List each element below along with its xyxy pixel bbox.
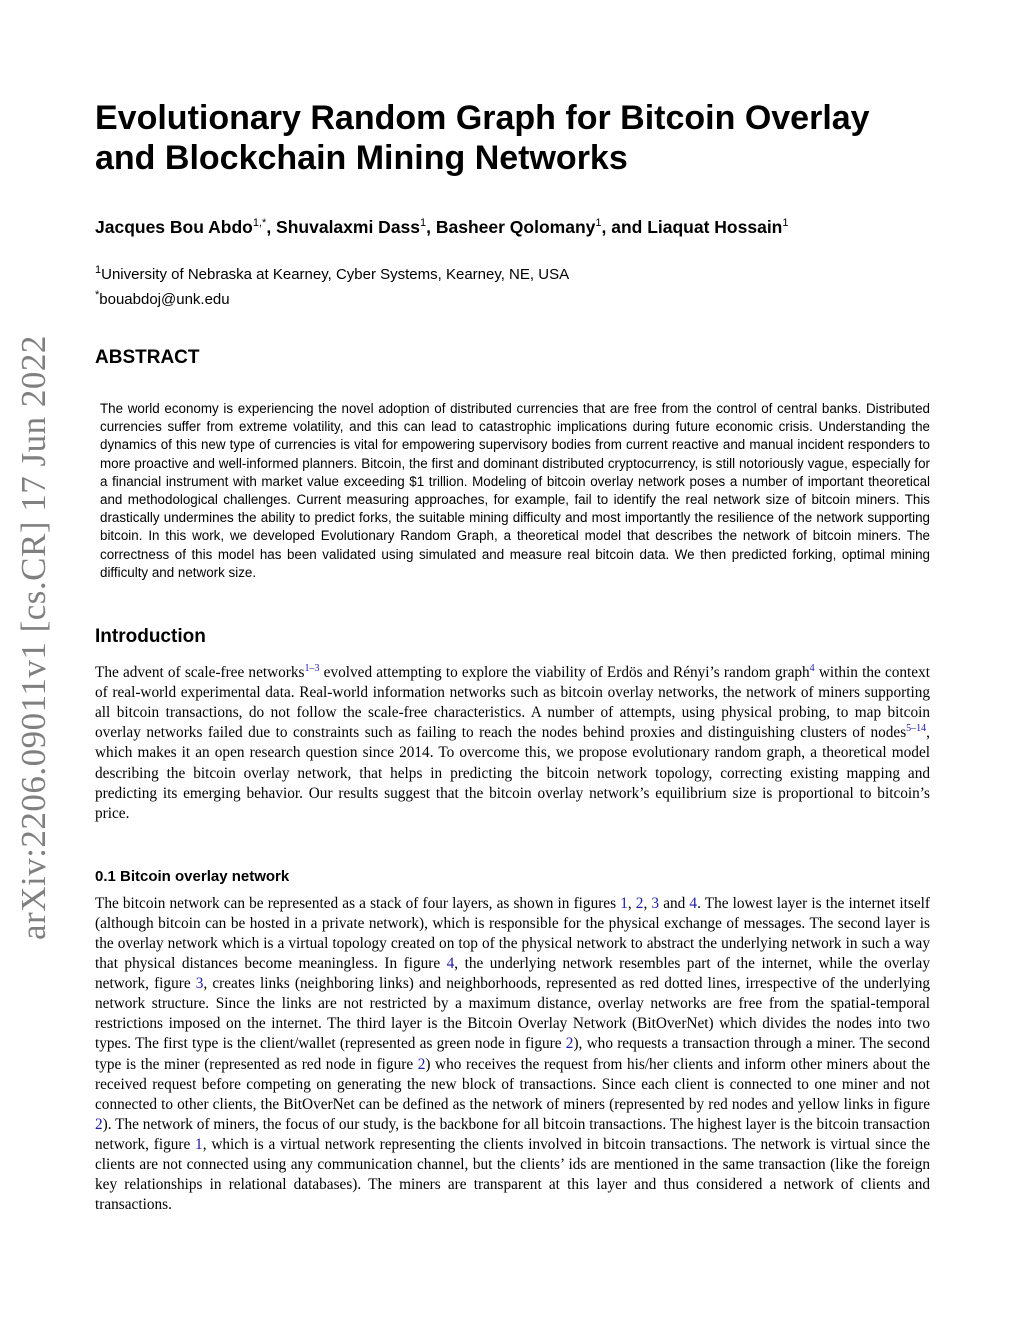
text-run: within the context of real-world experimental data. Real-world information networks such as bitcoin overlay networks, the network of miners supporting all bitcoin transactions, do not follow the scale-free characteristics. A number of attempts, using physical probing, to map bitcoin overlay networks failed due to constraints such as failing to reach the nodes behind proxies and distinguishing clusters of nodes [95, 664, 930, 742]
author-name: Shuvalaxmi Dass [276, 217, 421, 237]
figure-link[interactable]: 1 [195, 1135, 203, 1153]
text-run: and [659, 894, 690, 912]
author-affiliation-mark: 1 [420, 217, 427, 230]
affiliation-line [95, 260, 930, 285]
author-name: Basheer Qolomany [435, 217, 596, 237]
affiliation-mark: 1 [95, 264, 102, 276]
text-run: The bitcoin network can be represented as a stack of four layers, as shown in figures [95, 894, 621, 912]
affiliation-text: University of Nebraska at Kearney, Cyber Systems, Kearney, NE, USA [101, 266, 570, 283]
author-name: Jacques Bou Abdo [95, 217, 253, 237]
affiliations [95, 260, 930, 310]
text-run: , which makes it an open research question since 2014. To overcome this, we propose evolutionary random graph, a theoretical model describing the bitcoin overlay network, that helps in predicting the bitcoin network topology, correcting existing mapping and predicting its emerging behavior. Our results suggest that the bitcoin overlay network’s equilibrium size is proportional to bitcoin’s price. [95, 724, 930, 822]
author-name: Liaquat Hossain [647, 217, 783, 237]
figure-link[interactable]: 2 [635, 894, 644, 912]
introduction-heading: Introduction [95, 626, 206, 648]
citation-link[interactable]: 5–14 [906, 723, 927, 735]
text-run: . The lowest layer is the internet itself (although bitcoin can be hosted in a private network), which is responsible for the physical exchange of messages. The second layer is the overlay network which is a virtual topology created on top of the physical network to abstract the underlying network in such a way that physical distances become meaningless. In figure [95, 894, 930, 973]
paper-title: Evolutionary Random Graph for Bitcoin Overlay and Blockchain Mining Networks [95, 99, 870, 177]
text-run: , the underlying network resembles part of the internet, while the overlay network, figure [95, 955, 930, 993]
paper-page [95, 98, 930, 1215]
figure-link[interactable]: 1 [620, 894, 628, 912]
text-run: , which is a virtual network representing the clients involved in bitcoin transactions. The network is virtual since the clients are not connected using any communication channel, but the clients’ ids are mentioned in the same transaction (like the foreign key relationships in relational databases). The miners are transparent at this layer and thus considered a network of clients and transactions. [95, 1135, 930, 1214]
citation-link[interactable]: 1–3 [304, 662, 320, 674]
figure-link[interactable]: 2 [95, 1115, 103, 1133]
text-run: The advent of scale-free networks [95, 664, 305, 682]
figure-link[interactable]: 3 [195, 975, 204, 993]
author-list [95, 217, 930, 238]
subsection-heading: 0.1 Bitcoin overlay network [95, 867, 290, 885]
affiliation-mark: * [95, 289, 100, 301]
abstract-text: The world economy is experiencing the novel adoption of distributed currencies that are free from the control of central banks. Distributed currencies suffer from extreme volatility, and this can lead to catastrophic implications during future economic crisis. Understanding the dynamics of this new type of currencies is vital for empowering supervisory bodies from current reactive and manual incident responders to more proactive and well-informed planners. Bitcoin, the first and dominant distributed cryptocurrency, is still notoriously vague, especially for a financial instrument with market value exceeding $1 trillion. Modeling of bitcoin overlay network poses a number of important theoretical and methodological challenges. Current measuring approaches, for example, fail to identify the real network size of bitcoin miners. This drastically undermines the ability to predict forks, the suitable mining difficulty and most importantly the resilience of the network supporting bitcoin. In this work, we developed Evolutionary Random Graph, a theoretical model that describes the network of bitcoin miners. The correctness of this model has been validated using simulated and measure real bitcoin data. We then predicted forking, optimal mining difficulty and network size. [100, 401, 930, 580]
author-affiliation-mark: 1 [782, 217, 789, 230]
author-affiliation-mark: 1 [595, 217, 602, 230]
author-separator: , and [601, 217, 648, 237]
text-run: ) who receives the request from his/her clients and inform other miners about the received request before competing on generating the new block of transactions. Since each client is connected to one miner and not connected to other clients, the BitOverNet can be defined as the network of miners (represented by red nodes and yellow links in figure [95, 1055, 931, 1113]
text-run: evolved attempting to explore the viability of Erdös and Rényi’s random graph [319, 664, 810, 682]
author-affiliation-mark: 1,* [252, 217, 267, 230]
text-run: , [627, 894, 636, 912]
contact-email-line [95, 285, 930, 310]
author-separator: , [266, 217, 277, 237]
figure-link[interactable]: 4 [446, 955, 455, 973]
figure-link[interactable]: 3 [651, 894, 660, 912]
bitcoin-overlay-paragraph [95, 894, 930, 1216]
author-separator: , [426, 217, 436, 237]
figure-link[interactable]: 2 [417, 1055, 426, 1073]
text-run: , [643, 894, 652, 912]
citation-link[interactable]: 4 [809, 662, 815, 674]
text-run: ). The network of miners, the focus of our study, is the backbone for all bitcoin transactions. The highest layer is the bitcoin transaction network, figure [95, 1115, 930, 1153]
abstract-heading: ABSTRACT [95, 347, 200, 368]
text-run: , creates links (neighboring links) and neighborhoods, represented as red dotted lines, irrespective of the underlying network structure. Since the links are not restricted by a maximum distance, overlay networks are free from the spatial-temporal restrictions imposed on the internet. The third layer is the Bitcoin Overlay Network (BitOverNet) which divides the nodes into two types. The first type is the client/wallet (represented as green node in figure [95, 975, 931, 1053]
text-run: ), who requests a transaction through a miner. The second type is the miner (represented as red node in figure [95, 1035, 930, 1073]
figure-link[interactable]: 2 [565, 1035, 574, 1053]
introduction-paragraph [95, 663, 930, 824]
figure-link[interactable]: 4 [689, 894, 698, 912]
contact-email: bouabdoj@unk.edu [99, 291, 230, 308]
arxiv-stamp: arXiv:2206.09011v1 [cs.CR] 17 Jun 2022 [14, 335, 53, 940]
